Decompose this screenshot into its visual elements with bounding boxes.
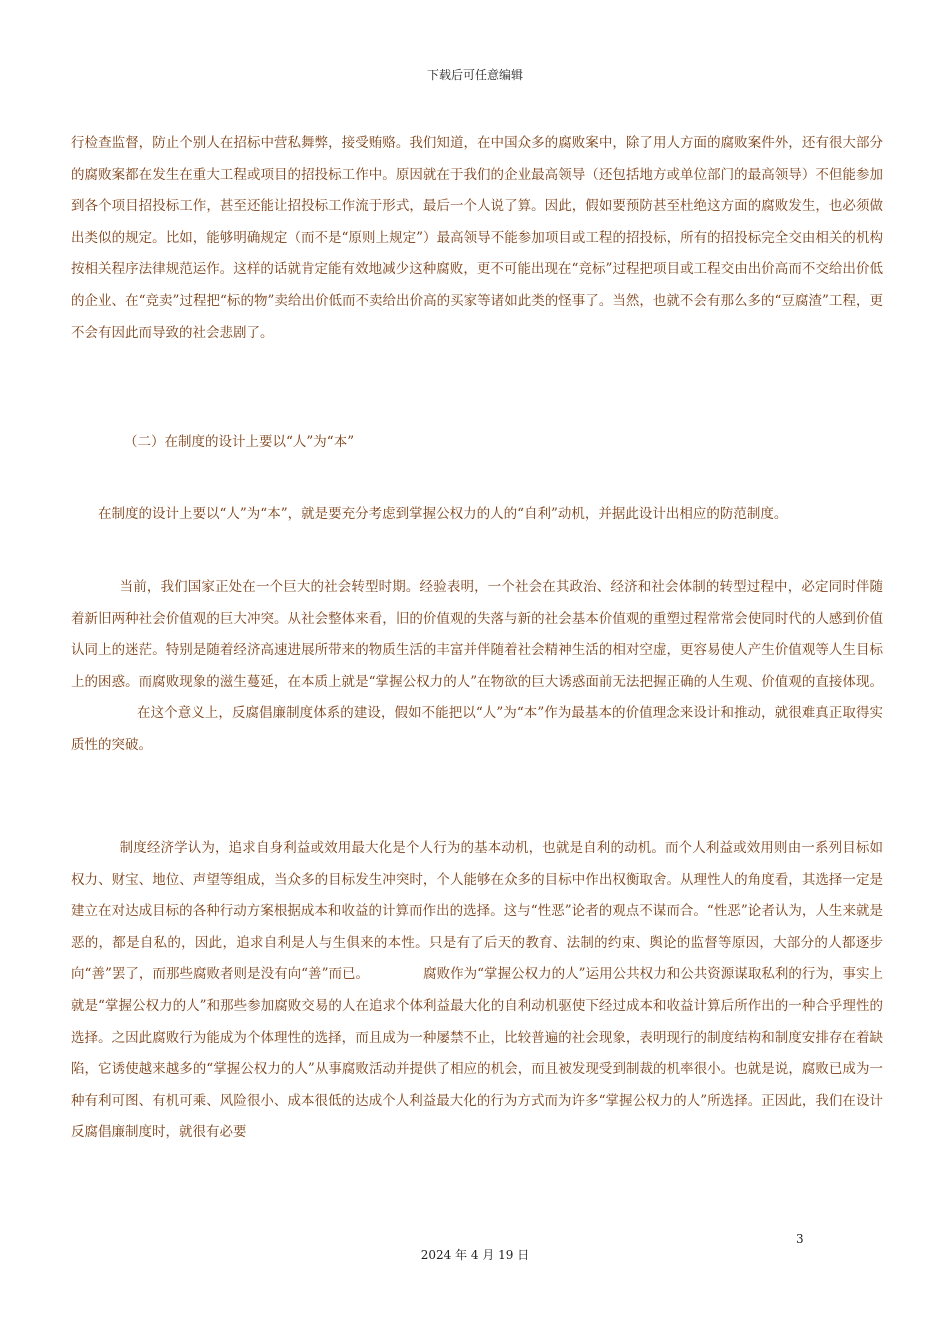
paragraph-3-block	[71, 572, 883, 762]
paragraph-4-block	[71, 833, 883, 1149]
paragraph-2-text: 在制度的设计上要以“人”为“本”，就是要充分考虑到掌握公权力的人的“自利”动机，并据此设计出相应的防范制度。	[98, 506, 788, 522]
paragraph-3-text-b: 在这个意义上，反腐倡廉制度体系的建设，假如不能把以“人”为“本”作为最基本的价值理念来设计和推动，就很难真正取得实质性的突破。	[71, 705, 883, 753]
page-number: 3	[796, 1232, 804, 1246]
section-heading: （二）在制度的设计上要以“人”为“本”	[124, 434, 355, 450]
paragraph-4-text-a: 制度经济学认为，追求自身利益或效用最大化是个人行为的基本动机，也就是自利的动机。而个人利益或效用则由一系列目标如权力、财宝、地位、声望等组成，当众多的目标发生冲突时，个人能够在众多的目标中作出权衡取舍。从理性人的角度看，其选择一定是建立在对达成目标的各种行动方案根据成本和收益的计算而作出的选择。这与“性恶”论者的观点不谋而合。“性恶”论者认为，人生来就是恶的，都是自私的，因此，追求自利是人与生俱来的本性。只是有了后天的教育、法制的约束、舆论的监督等原因，大部分的人都逐步向“善”罢了，而那些腐败者则是没有向“善”而已。	[71, 840, 883, 983]
paragraph-2	[71, 499, 883, 531]
paragraph-1	[71, 128, 883, 349]
paragraph-1-text: 行检查监督，防止个别人在招标中营私舞弊，接受贿赂。我们知道，在中国众多的腐败案中，除了用人方面的腐败案件外，还有很大部分的腐败案都在发生在重大工程或项目的招投标工作中。原因就在于我们的企业最高领导（还包括地方或单位部门的最高领导）不但能参加到各个项目招投标工作，甚至还能让招投标工作流于形式，最后一个人说了算。因此，假如要预防甚至杜绝这方面的腐败发生，也必须做出类似的规定。比如，能够明确规定（而不是“原则上规定”）最高领导不能参加项目或工程的招投标，所有的招投标完全交由相关的机构按相关程序法律规范运作。这样的话就肯定能有效地减少这种腐败，更不可能出现在“竞标”过程把项目或工程交由出价高而不交给出价低的企业、在“竞卖”过程把“标的物”卖给出价低而不卖给出价高的买家等诸如此类的怪事了。当然，也就不会有那么多的“豆腐渣”工程，更不会有因此而导致的社会悲剧了。	[71, 135, 883, 341]
paragraph-3-text-a: 当前，我们国家正处在一个巨大的社会转型时期。经验表明，一个社会在其政治、经济和社会体制的转型过程中，必定同时伴随着新旧两种社会价值观的巨大冲突。从社会整体来看，旧的价值观的失落与新的社会基本价值观的重塑过程常常会使同时代的人感到价值认同上的迷茫。特别是随着经济高速进展所带来的物质生活的丰富并伴随着社会精神生活的相对空虚，更容易使人产生价值观等人生目标上的困惑。而腐败现象的滋生蔓延，在本质上就是“掌握公权力的人”在物欲的巨大诱惑面前无法把握正确的人生观、价值观的直接体现。	[71, 579, 883, 690]
footer-date: 2024 年 4 月 19 日	[420, 1248, 530, 1262]
paragraph-4-text-b: 腐败作为“掌握公权力的人”运用公共权力和公共资源谋取私利的行为，事实上就是“掌握公权力的人”和那些参加腐败交易的人在追求个体利益最大化的自利动机驱使下经过成本和收益计算后所作出的一种合乎理性的选择。之因此腐败行为能成为个体理性的选择，而且成为一种屡禁不止，比较普遍的社会现象，表明现行的制度结构和制度安排存在着缺陷，它诱使越来越多的“掌握公权力的人”从事腐败活动并提供了相应的机会，而且被发现受到制裁的机率很小。也就是说，腐败已成为一种有利可图、有机可乘、风险很小、成本很低的达成个人利益最大化的行为方式而为许多“掌握公权力的人”所选择。正因此，我们在设计反腐倡廉制度时，就很有必要	[71, 966, 883, 1141]
paragraph-4	[71, 833, 883, 1149]
paragraph-3	[71, 572, 883, 762]
page-header: 下载后可任意编辑	[426, 68, 523, 82]
